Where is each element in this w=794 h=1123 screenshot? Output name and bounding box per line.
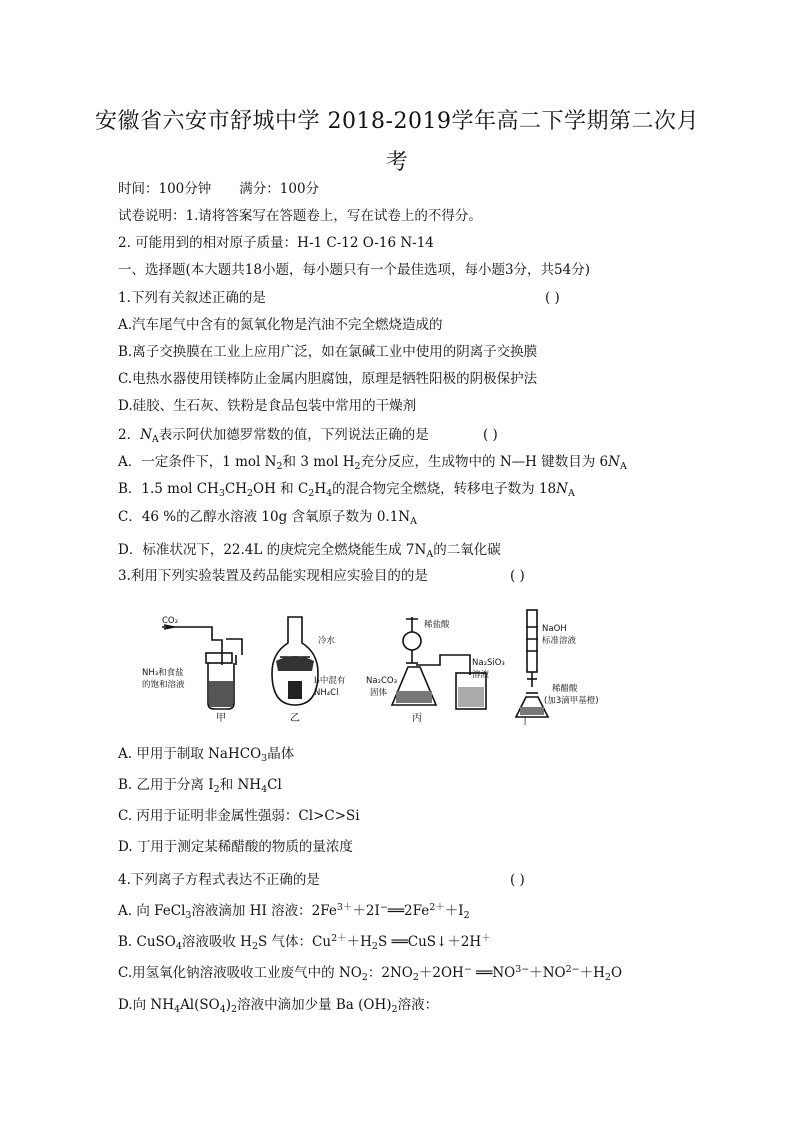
- label-na2sio3-2: 溶液: [472, 670, 490, 680]
- label-yi: 乙: [290, 713, 300, 724]
- q4-option-c: C.用氢氧化钠溶液吸收工业废气中的 $NO_2$：$2NO_2+2OH^-$ $══NO^{3-}+NO^{2-}+H_2O$: [118, 964, 623, 983]
- exam-title-line2: 考: [385, 150, 409, 175]
- label-i2-1: I₂中混有: [314, 676, 346, 686]
- q3-answer-paren: ( ): [510, 568, 525, 584]
- exam-note-2: 2. 可能用到的相对原子质量：H-1 C-12 O-16 N-14: [118, 235, 434, 251]
- label-xicusuan-1: 稀醋酸: [552, 684, 578, 694]
- label-na2sio3-1: Na₂SiO₃: [472, 658, 505, 668]
- q1-option-d: D.硅胶、生石灰、铁粉是食品包装中常用的干燥剂: [118, 398, 417, 414]
- label-jia: 甲: [216, 713, 226, 724]
- q1-option-c: C.电热水器使用镁棒防止金属内胆腐蚀，原理是牺牲阳极的阴极保护法: [118, 371, 538, 387]
- label-naoh-2: 标准溶液: [542, 636, 577, 646]
- q2-option-d: D．标准状况下，22.4L 的庚烷完全燃烧能生成 $7N_A$的二氧化碳: [118, 542, 501, 560]
- q4-option-d: D.向 $NH_4Al(SO_4)_2$溶液中滴加少量 Ba $(OH)_2$溶液：: [118, 997, 439, 1015]
- label-lengshui: 冷水: [318, 636, 336, 646]
- exam-title-line1: 安徽省六安市舒城中学 2018-2019学年高二下学期第二次月: [95, 109, 699, 134]
- label-xicusuan-2: (加3滴甲基橙): [544, 696, 599, 706]
- q1-option-a: A.汽车尾气中含有的氮氧化物是汽油不完全燃烧造成的: [118, 317, 443, 333]
- q3-option-d: D. 丁用于测定某稀醋酸的物质的量浓度: [118, 839, 353, 855]
- q4-answer-paren: ( ): [510, 872, 525, 888]
- label-bing: 丙: [412, 713, 422, 724]
- q4-stem: 4.下列离子方程式表达不正确的是: [118, 872, 320, 888]
- q3-stem: 3.利用下列实验装置及药品能实现相应实验目的的是: [118, 568, 428, 584]
- q1-stem: 1.下列有关叙述正确的是: [118, 290, 266, 306]
- q3-option-a: A. 甲用于制取 NaHCO$_3$晶体: [118, 746, 295, 764]
- q2-answer-paren: ( ): [483, 427, 498, 443]
- label-i2-2: NH₄Cl: [314, 688, 339, 698]
- label-na2co3-2: 固体: [370, 688, 388, 698]
- q2-option-b: B．1.5 mol $CH_3CH_2OH$ 和 $C_2H_4$的混合物完全燃烧，转移电子数为 $18N_A$: [118, 481, 575, 499]
- q2-stem: 2．$N_A$表示阿伏加德罗常数的值，下列说法正确的是: [118, 427, 429, 445]
- q1-answer-paren: ( ): [545, 290, 560, 306]
- exam-note-1: 试卷说明：1.请将答案写在答题卷上，写在试卷上的不得分。: [118, 208, 482, 224]
- q2-option-a: A．一定条件下，1 mol $N_2$和 3 mol $H_2$充分反应，生成物中的 N—H 键数目为 $6N_A$: [118, 454, 627, 472]
- label-xiyansuan: 稀盐酸: [424, 620, 450, 630]
- label-co2: CO₂: [162, 616, 179, 626]
- label-nh3-2: 的饱和溶液: [142, 680, 185, 690]
- label-nh3-1: NH₃和食盐: [142, 668, 184, 678]
- q2-option-c: C．46 %的乙醇水溶液 10g 含氧原子数为 $0.1N_A$: [118, 509, 417, 527]
- label-naoh-1: NaOH: [542, 624, 567, 634]
- q4-option-a: A. 向 FeCl$_3$溶液滴加 HI 溶液：$2Fe^{3+}+2I^-══2Fe^{2+}+I_2$: [118, 902, 470, 921]
- q3-apparatus-figure: [140, 605, 620, 725]
- time-label: 时间：100分钟: [118, 181, 212, 197]
- q3-option-b: B. 乙用于分离 $I_2$和 $NH_4Cl$: [118, 777, 282, 795]
- q3-option-c: C. 丙用于证明非金属性强弱：Cl>C>Si: [118, 808, 360, 824]
- q1-option-b: B.离子交换膜在工业上应用广泛，如在氯碱工业中使用的阴离子交换膜: [118, 344, 538, 360]
- section-heading: 一、选择题(本大题共18小题，每小题只有一个最佳选项，每小题3分，共54分): [118, 262, 590, 278]
- label-na2co3-1: Na₂CO₃: [366, 676, 398, 686]
- label-ding: 丁: [520, 717, 530, 725]
- score-label: 满分：100分: [239, 181, 320, 197]
- exam-info: [118, 180, 319, 198]
- q4-option-b: B. CuSO$_4$溶液吸收 $H_2S$ 气体：$Cu^{2+}+H_2S$ ══CuS↓＋2H＋: [118, 933, 491, 952]
